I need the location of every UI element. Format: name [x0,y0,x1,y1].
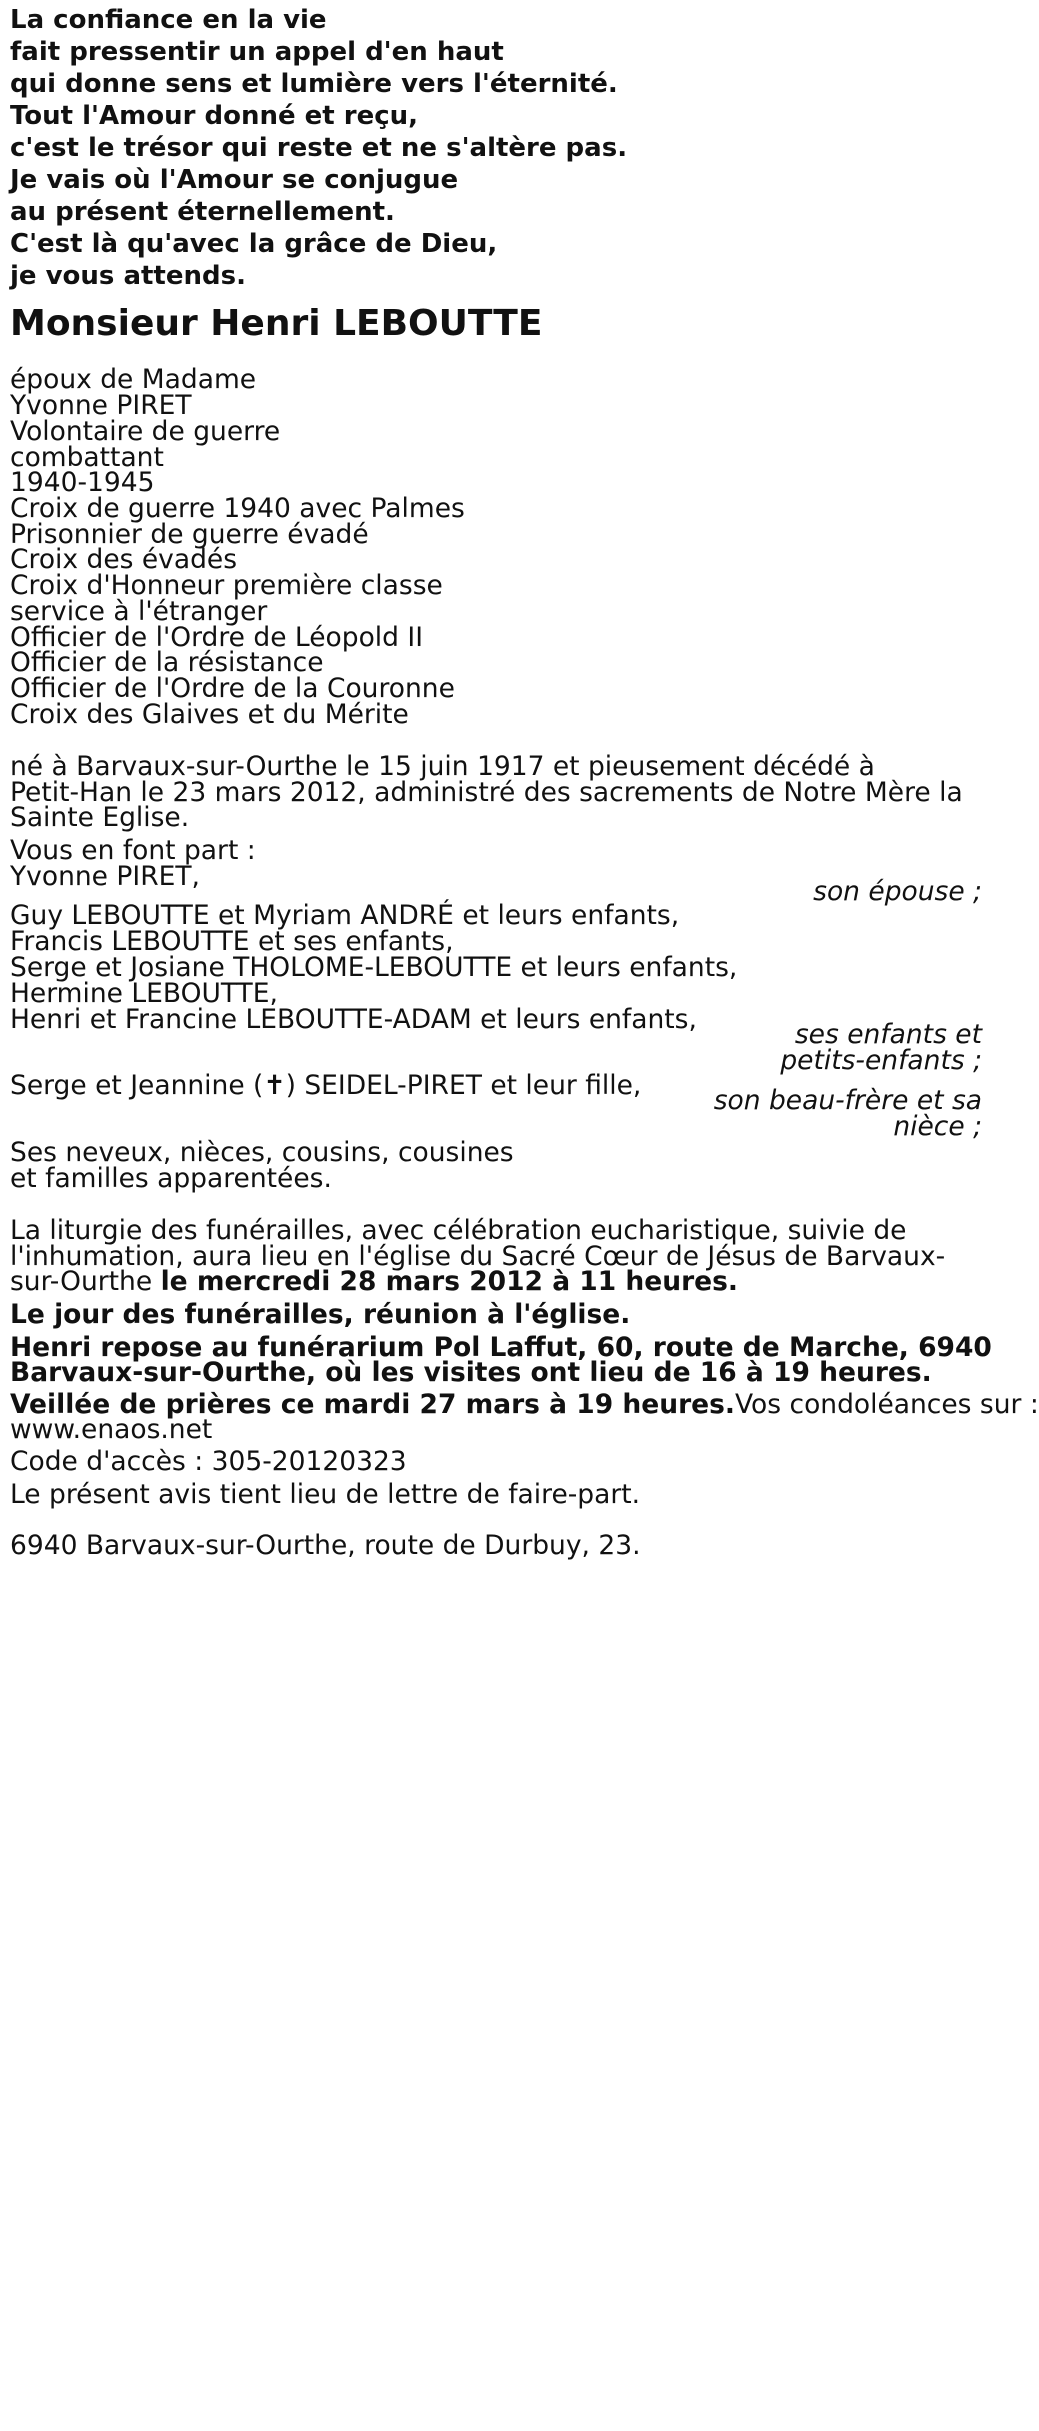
address-text: 6940 Barvaux-sur-Ourthe, route de Durbuy, 23. [10,1530,641,1561]
spouse-role: son épouse ; [813,876,982,907]
funerarium-line: Henri repose au funérarium Pol Laffut, 60, route de Marche, 6940 [10,1332,992,1363]
birth-death-line: Petit-Han le 23 mars 2012, administré des sacrements de Notre Mère la [10,777,963,808]
condolences-text: Vos condoléances sur : [734,1389,1039,1420]
spouse-name: Yvonne PIRET, [10,861,200,892]
children-role: ses enfants et [794,1019,982,1050]
poem-line: c'est le trésor qui reste et ne s'altère pas. [10,133,628,163]
title-line: Yvonne PIRET [10,390,192,421]
title-line: Croix des évadés [10,544,238,575]
inlaw-role: son beau-frère et sa [713,1085,982,1116]
funeral-date: le mercredi 28 mars 2012 à 11 heures. [160,1266,738,1297]
child-family-line: Henri et Francine LEBOUTTE-ADAM et leurs enfants, [10,1004,697,1035]
title-line: Croix des Glaives et du Mérite [10,699,409,730]
poem-line: au présent éternellement. [10,197,395,227]
poem-line: C'est là qu'avec la grâce de Dieu, [10,229,498,259]
poem-line: fait pressentir un appel d'en haut [10,37,504,67]
title-line: Volontaire de guerre [10,416,281,447]
inlaw-line: Serge et Jeannine (✝) SEIDEL-PIRET et leur fille, [10,1070,642,1101]
title-line: 1940-1945 [10,467,155,498]
poem-line: je vous attends. [10,261,246,291]
title-line: combattant [10,442,164,473]
children-role: petits-enfants ; [780,1045,982,1076]
child-family-line: Francis LEBOUTTE et ses enfants, [10,926,454,957]
announce-text: Vous en font part : [10,835,256,866]
title-line: Prisonnier de guerre évadé [10,519,369,550]
funeral-line: l'inhumation, aura lieu en l'église du Sacré Cœur de Jésus de Barvaux- [10,1241,946,1272]
poem-line: qui donne sens et lumière vers l'éternité. [10,69,618,99]
funerarium-line: Barvaux-sur-Ourthe, où les visites ont lieu de 16 à 19 heures. [10,1357,932,1388]
deceased-name: Monsieur Henri LEBOUTTE [10,303,543,344]
birth-death-line: né à Barvaux-sur-Ourthe le 15 juin 1917 et pieusement décédé à [10,751,875,782]
title-line: Officier de l'Ordre de Léopold II [10,622,424,653]
title-line: Officier de l'Ordre de la Couronne [10,673,455,704]
title-line: Croix d'Honneur première classe [10,570,443,601]
child-family-line: Serge et Josiane THOLOME-LEBOUTTE et leurs enfants, [10,952,738,983]
inlaw-role: nièce ; [893,1111,982,1142]
title-line: Officier de la résistance [10,647,324,678]
funeral-line: La liturgie des funérailles, avec célébration eucharistique, suivie de [10,1215,907,1246]
poem-line: La confiance en la vie [10,5,327,35]
relatives-line: et familles apparentées. [10,1163,332,1194]
website-link[interactable]: www.enaos.net [10,1414,213,1445]
birth-death-line: Sainte Eglise. [10,802,190,833]
title-line: service à l'étranger [10,596,268,627]
poem-line: Tout l'Amour donné et reçu, [10,101,419,131]
access-code: Code d'accès : 305-20120323 [10,1446,407,1477]
title-line: Croix de guerre 1940 avec Palmes [10,493,465,524]
funeral-place-text: sur-Ourthe [10,1266,161,1297]
title-line: époux de Madame [10,364,257,395]
relatives-line: Ses neveux, nièces, cousins, cousines [10,1137,514,1168]
meeting-text: Le jour des funérailles, réunion à l'église. [10,1299,631,1330]
child-family-line: Guy LEBOUTTE et Myriam ANDRÉ et leurs enfants, [10,900,680,931]
poem-line: Je vais où l'Amour se conjugue [10,165,459,195]
notice-text: Le présent avis tient lieu de lettre de faire-part. [10,1479,641,1510]
vigil-text: Veillée de prières ce mardi 27 mars à 19 heures. [10,1389,735,1420]
child-family-line: Hermine LEBOUTTE, [10,978,278,1009]
